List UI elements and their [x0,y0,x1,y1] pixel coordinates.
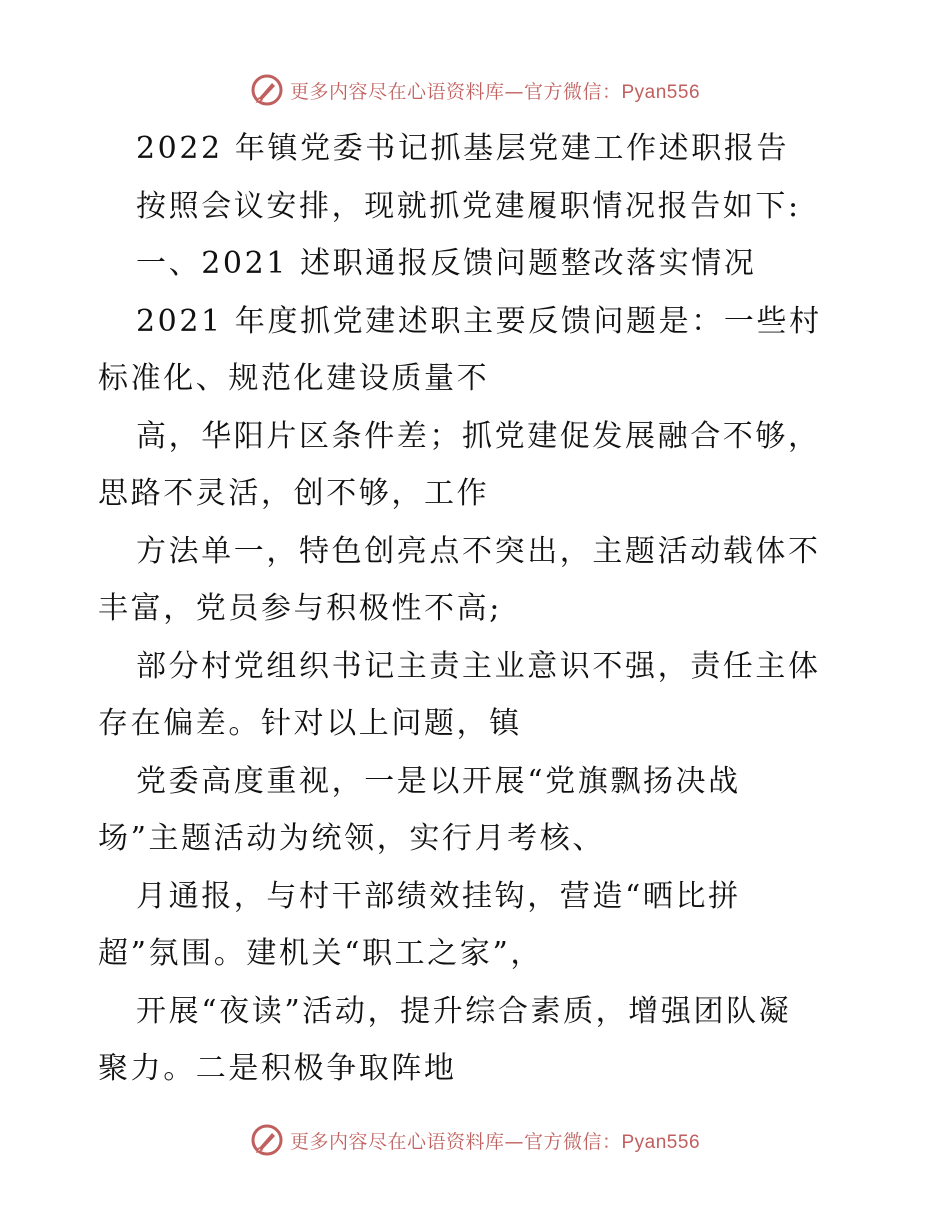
watermark-text [290,1127,700,1154]
document-line: 开展“夜读”活动，提升综合素质，增强团队凝 [136,993,792,1029]
watermark-footer [0,1120,950,1160]
watermark-header [0,70,950,110]
watermark-suffix-id: Pyan556 [621,81,701,103]
watermark-text [290,77,700,104]
document-line: 2022 年镇党委书记抓基层党建工作述职报告 [136,131,790,166]
document-line: 标准化、规范化建设质量不 [98,361,490,396]
document-line: 聚力。二是积极争取阵地 [98,1051,457,1086]
document-line: 思路不灵活，创不够，工作 [98,476,490,511]
document-line: 部分村党组织书记主责主业意识不强，责任主体 [136,648,821,684]
document-line: 党委高度重视，一是以开展“党旗飘扬决战 [136,763,741,799]
document-line: 方法单一，特色创亮点不突出，主题活动载体不 [136,533,821,569]
watermark-suffix-label: 官方微信： [523,1130,622,1153]
pen-logo-icon [250,1123,284,1157]
pen-logo-icon [250,73,284,107]
document-line: 丰富，党员参与积极性不高; [98,591,502,626]
document-line: 按照会议安排，现就抓党建履职情况报告如下: [136,188,801,224]
document-line: 一、2021 述职通报反馈问题整改落实情况 [136,246,757,281]
document-body [98,120,858,1098]
document-line: 超”氛围。建机关“职工之家”， [98,936,544,971]
document-line: 2021 年度抓党建述职主要反馈问题是：一些村 [136,303,822,339]
watermark-prefix: 更多内容尽在心语资料库 [289,80,505,103]
watermark-prefix: 更多内容尽在心语资料库 [289,1130,505,1153]
document-line: 月通报，与村干部绩效挂钩，营造“晒比拼 [136,878,741,914]
document-line: 高，华阳片区条件差；抓党建促发展融合不够， [136,418,821,454]
document-line: 场”主题活动为统领，实行月考核、 [98,821,605,856]
watermark-suffix-id: Pyan556 [621,1131,701,1153]
watermark-separator: — [504,1130,524,1153]
watermark-suffix-label: 官方微信： [523,80,622,103]
watermark-separator: — [504,80,524,103]
document-line: 存在偏差。针对以上问题，镇 [98,706,522,741]
